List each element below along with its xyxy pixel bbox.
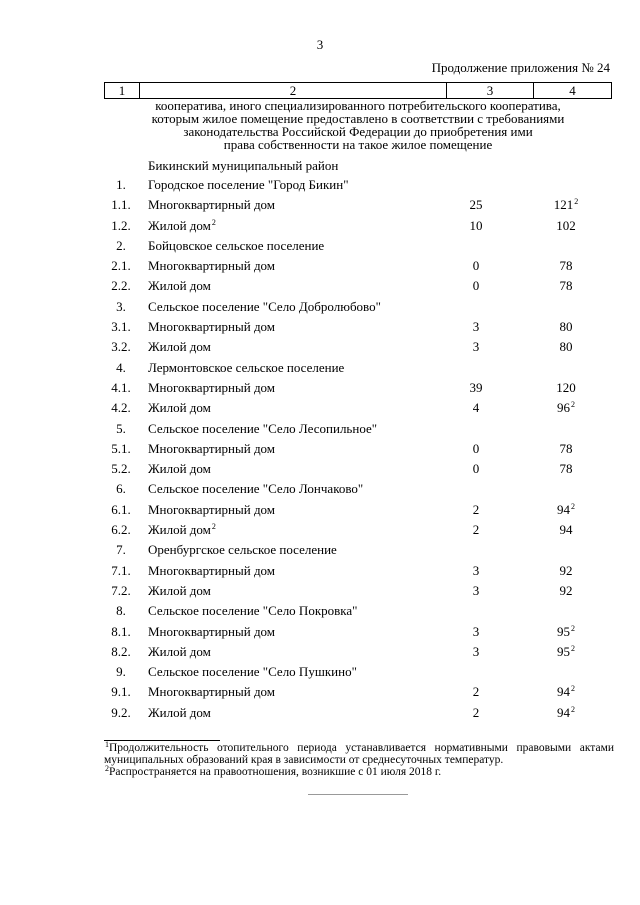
table-row bbox=[0, 317, 640, 337]
row-name: Многоквартирный дом bbox=[148, 501, 276, 517]
table-row bbox=[0, 540, 640, 560]
column-3-header: 3 bbox=[447, 83, 534, 99]
row-name: Жилой дом bbox=[148, 461, 211, 477]
row-name: Жилой дом bbox=[148, 582, 211, 598]
row-number: 8. bbox=[116, 603, 126, 619]
table-row bbox=[0, 358, 640, 378]
row-name: Многоквартирный дом bbox=[148, 562, 276, 578]
footnote-reference: 2 bbox=[571, 684, 575, 694]
intro-line: кооператива, иного специализированного потребительского кооператива, bbox=[155, 98, 561, 113]
column-3-value: 0 bbox=[472, 278, 480, 294]
column-3-value: 25 bbox=[469, 197, 483, 213]
row-name: Сельское поселение "Село Лончаково" bbox=[148, 481, 364, 497]
footnote-reference: 2 bbox=[211, 217, 216, 227]
table-row bbox=[0, 256, 640, 276]
column-4-value: $121^2$ bbox=[553, 197, 579, 213]
column-3-value: 3 bbox=[472, 623, 480, 639]
footnote-2: $^2$Распространяется на правоотношения, возникшие с 01 июля 2018 г. bbox=[105, 764, 442, 778]
column-3-value: 3 bbox=[472, 582, 480, 598]
column-3-value: 3 bbox=[472, 643, 480, 659]
footnote-reference: 2 bbox=[571, 400, 575, 410]
category-description bbox=[104, 99, 612, 151]
table-row bbox=[0, 642, 640, 662]
column-3-value: 10 bbox=[469, 217, 483, 233]
table-row bbox=[0, 195, 640, 215]
footnotes bbox=[104, 742, 614, 778]
table-row bbox=[0, 479, 640, 499]
row-name: Жилой дом$^2$ bbox=[148, 522, 216, 538]
column-4-value: $95^2$ bbox=[557, 623, 575, 639]
footnote-reference: 2 bbox=[574, 197, 579, 207]
row-number: 2. bbox=[116, 237, 126, 253]
row-name: Многоквартирный дом bbox=[148, 379, 276, 395]
table-row bbox=[0, 216, 640, 236]
footnote-reference: 2 bbox=[571, 501, 575, 511]
footnote-reference: 2 bbox=[571, 623, 575, 633]
column-3-value: 3 bbox=[472, 339, 480, 355]
column-4-value: 80 bbox=[559, 339, 573, 355]
row-number: 4.2. bbox=[111, 400, 131, 416]
column-3-value: 2 bbox=[472, 704, 480, 720]
row-number: 8.2. bbox=[111, 643, 131, 659]
row-number: 4.1. bbox=[111, 379, 131, 395]
column-4-value: 120 bbox=[556, 379, 576, 395]
column-3-value: 0 bbox=[472, 440, 480, 456]
footnote-separator bbox=[104, 740, 220, 741]
column-3-value: 3 bbox=[472, 562, 480, 578]
table-row bbox=[0, 682, 640, 702]
table-row bbox=[0, 236, 640, 256]
row-name: Сельское поселение "Село Добролюбово" bbox=[148, 298, 381, 314]
column-3-value: 0 bbox=[472, 461, 480, 477]
table-row bbox=[0, 561, 640, 581]
row-number: 2.2. bbox=[111, 278, 131, 294]
column-4-value: $95^2$ bbox=[557, 643, 575, 659]
table-row bbox=[0, 500, 640, 520]
table-row bbox=[0, 175, 640, 195]
column-3-value: 3 bbox=[472, 319, 480, 335]
row-name: Городское поселение "Город Бикин" bbox=[148, 177, 349, 192]
table-row bbox=[0, 622, 640, 642]
row-number: 9.1. bbox=[111, 684, 131, 700]
page-number: 3 bbox=[316, 37, 324, 52]
column-4-value: $94^2$ bbox=[557, 501, 575, 517]
row-number: 5.2. bbox=[111, 461, 131, 477]
intro-line: которым жилое помещение предоставлено в соответствии с требованиями bbox=[151, 111, 565, 126]
column-1-header: 1 bbox=[105, 83, 140, 99]
row-number: 3. bbox=[116, 298, 126, 314]
table-row bbox=[0, 601, 640, 621]
column-3-value: 39 bbox=[469, 379, 483, 395]
table-row bbox=[0, 520, 640, 540]
column-4-value: $94^2$ bbox=[557, 684, 575, 700]
column-number-header bbox=[104, 82, 612, 99]
row-name: Оренбургское сельское поселение bbox=[148, 542, 337, 558]
column-4-value: 78 bbox=[559, 461, 573, 477]
appendix-continuation-label: Продолжение приложения № 24 bbox=[431, 60, 610, 75]
row-number: 9.2. bbox=[111, 704, 131, 720]
row-name: Многоквартирный дом bbox=[148, 623, 276, 639]
column-4-header: 4 bbox=[534, 83, 612, 99]
column-3-value: 2 bbox=[472, 501, 480, 517]
footnote-reference: 2 bbox=[211, 522, 216, 532]
end-of-page-rule bbox=[308, 794, 408, 795]
row-number: 4. bbox=[116, 359, 126, 375]
column-4-value: $96^2$ bbox=[557, 400, 575, 416]
row-name: Многоквартирный дом bbox=[148, 684, 276, 700]
table-row bbox=[0, 703, 640, 723]
row-name: Многоквартирный дом bbox=[148, 258, 276, 274]
column-4-value: 80 bbox=[559, 319, 573, 335]
column-4-value: $94^2$ bbox=[557, 704, 575, 720]
table-row bbox=[0, 378, 640, 398]
table-row bbox=[0, 581, 640, 601]
column-3-value: 2 bbox=[472, 522, 480, 538]
intro-line: права собственности на такое жилое помещение bbox=[223, 137, 493, 152]
column-4-value: 102 bbox=[556, 217, 576, 233]
column-3-value: 2 bbox=[472, 684, 480, 700]
column-4-value: 92 bbox=[559, 582, 573, 598]
row-number: 3.1. bbox=[111, 319, 131, 335]
table-row bbox=[0, 419, 640, 439]
row-number: 9. bbox=[116, 664, 126, 680]
column-3-value: 4 bbox=[472, 400, 480, 416]
district-name: Бикинский муниципальный район bbox=[148, 158, 339, 173]
row-number: 5.1. bbox=[111, 440, 131, 456]
column-4-value: 92 bbox=[559, 562, 573, 578]
column-4-value: 78 bbox=[559, 278, 573, 294]
row-name: Жилой дом bbox=[148, 400, 211, 416]
row-number: 1. bbox=[116, 177, 126, 192]
row-name: Сельское поселение "Село Пушкино" bbox=[148, 664, 357, 680]
row-number: 6.1. bbox=[111, 501, 131, 517]
row-number: 7.1. bbox=[111, 562, 131, 578]
row-name: Жилой дом bbox=[148, 643, 211, 659]
row-number: 6. bbox=[116, 481, 126, 497]
row-name: Жилой дом bbox=[148, 339, 211, 355]
row-name: Сельское поселение "Село Лесопильное" bbox=[148, 420, 378, 436]
row-number: 3.2. bbox=[111, 339, 131, 355]
row-number: 7. bbox=[116, 542, 126, 558]
row-name: Многоквартирный дом bbox=[148, 319, 276, 335]
row-name: Лермонтовское сельское поселение bbox=[148, 359, 345, 375]
row-name: Многоквартирный дом bbox=[148, 440, 276, 456]
row-name: Сельское поселение "Село Покровка" bbox=[148, 603, 358, 619]
column-2-header: 2 bbox=[140, 83, 447, 99]
row-number: 6.2. bbox=[111, 522, 131, 538]
row-number: 2.1. bbox=[111, 258, 131, 274]
row-number: 8.1. bbox=[111, 623, 131, 639]
row-name: Жилой дом bbox=[148, 278, 211, 294]
row-name: Многоквартирный дом bbox=[148, 197, 276, 213]
footnote-1: $^1$Продолжительность отопительного периода устанавливается нормативными правовыми актами муниципальных образований края в зависимости от среднесуточных температур. bbox=[104, 740, 614, 766]
table-row bbox=[0, 337, 640, 357]
footnote-reference: 2 bbox=[571, 704, 575, 714]
row-name: Жилой дом bbox=[148, 704, 211, 720]
row-number: 5. bbox=[116, 420, 126, 436]
row-number: 1.1. bbox=[111, 197, 131, 213]
table-row bbox=[0, 398, 640, 418]
row-number: 7.2. bbox=[111, 582, 131, 598]
column-4-value: 78 bbox=[559, 258, 573, 274]
column-4-value: 78 bbox=[559, 440, 573, 456]
table-row bbox=[0, 439, 640, 459]
norms-table-body bbox=[0, 175, 640, 723]
column-3-value: 0 bbox=[472, 258, 480, 274]
row-name: Бойцовское сельское поселение bbox=[148, 237, 325, 253]
intro-line: законодательства Российской Федерации до приобретения ими bbox=[183, 124, 533, 139]
column-4-value: 94 bbox=[559, 522, 573, 538]
row-number: 1.2. bbox=[111, 217, 131, 233]
row-name: Жилой дом$^2$ bbox=[148, 217, 216, 233]
table-row bbox=[0, 297, 640, 317]
footnote-reference: 2 bbox=[571, 643, 575, 653]
table-row bbox=[0, 459, 640, 479]
table-row bbox=[0, 662, 640, 682]
table-row bbox=[0, 276, 640, 296]
